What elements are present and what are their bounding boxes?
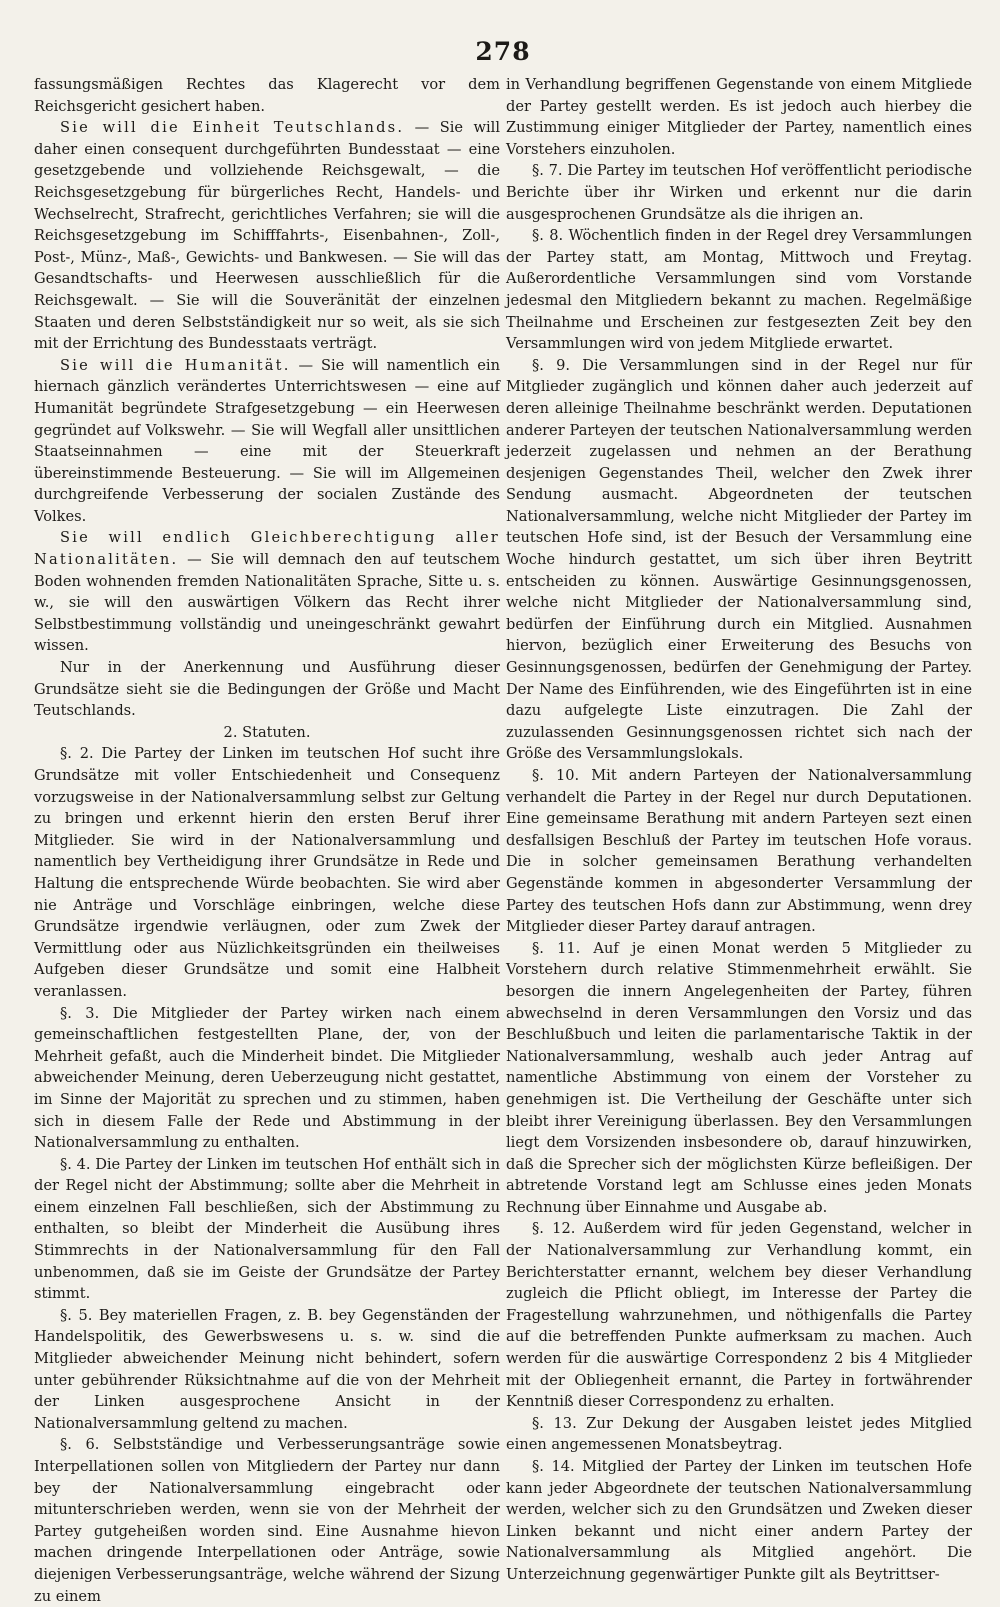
paragraph bbox=[34, 743, 500, 1002]
paragraph-text: §. 5. Bey materiellen Fragen, z. B. bey Gegenständen der Handelspolitik, des Gewerbswesens u. s. w. sind die Mitglieder abweichender Meinung nicht behindert, sofern unter gebührender Rüksichtnahme auf die von der Mehrheit der Linken ausgesprochene Ansicht in der Nationalversammlung geltend zu machen. bbox=[34, 1306, 500, 1432]
paragraph-text: §. 4. Die Partey der Linken im teutschen Hof enthält sich in der Regel nicht der Abstimmung; sollte aber die Mehrheit in einem einzelnen Fall beschließen, sich der Abstimmung zu enthalten, so bleibt der Minderheit die Ausübung ihres Stimmrechts in der Nationalversammlung für den Fall unbenommen, daß sie im Geiste der Grundsätze der Partey stimmt. bbox=[34, 1155, 500, 1303]
paragraph-text: §. 10. Mit andern Parteyen der Nationalversammlung verhandelt die Partey in der Regel nur durch Deputationen. Eine gemeinsame Berathung mit andern Parteyen sezt einen desfallsigen Beschluß der Partey im teutschen Hofe voraus. Die in solcher gemeinsamen Berathung verhandelten Gegenstände kommen in abgesonderter Versammlung der Partey des teutschen Hofs dann zur Abstimmung, wenn drey Mitglieder dieser Partey darauf antragen. bbox=[506, 767, 972, 936]
paragraph-text: §. 3. Die Mitglieder der Partey wirken nach einem gemeinschaftlichen festgestellten Plane, der, von der Mehrheit gefaßt, auch die Minderheit bindet. Die Mitglieder abweichender Meinung, deren Ueberzeugung nicht gestattet, im Sinne der Majorität zu sprechen und zu stimmen, haben sich in diesem Falle der Rede und Abstimmung in der Nationalversammlung zu enthalten. bbox=[34, 1004, 500, 1152]
paragraph bbox=[34, 355, 500, 528]
paragraph bbox=[506, 74, 972, 160]
paragraph-text: in Verhandlung begriffenen Gegenstande von einem Mitgliede der Partey gestellt werden. Es ist jedoch auch hierbey die Zustimmung einiger Mitglieder der Partey, namentlich eines Vorstehers einzuholen. bbox=[506, 76, 972, 158]
emphasized-lead: Sie will die Humanität. bbox=[60, 356, 291, 374]
paragraph bbox=[506, 765, 972, 938]
right-column bbox=[506, 74, 972, 1607]
paragraph bbox=[506, 1456, 972, 1586]
paragraph bbox=[506, 160, 972, 225]
paragraph-text: §. 14. Mitglied der Partey der Linken im teutschen Hofe kann jeder Abgeordnete der teutschen Nationalversammlung werden, welcher sich zu den Grundsätzen und Zweken dieser Linken bekannt und nicht einer andern Partey der Nationalversammlung als Mitglied angehört. Die Unterzeichnung gegenwärtiger Punkte gilt als Beytrittser- bbox=[506, 1458, 972, 1583]
text-columns bbox=[34, 74, 972, 1607]
paragraph-text: Nur in der Anerkennung und Ausführung dieser Grundsätze sieht sie die Bedingungen der Größe und Macht Teutschlands. bbox=[34, 659, 500, 720]
paragraph bbox=[34, 117, 500, 355]
paragraph-text: — Sie will daher einen consequent durchgeführten Bundesstaat — eine gesetzgebende und vollziehende Reichsgewalt, — die Reichsgesetzgebung für bürgerliches Recht, Handels- und Wechselrecht, Strafrecht, gerichtliches Verfahren; sie will die Reichsgesetzgebung im Schifffahrts-, Eisenbahnen-, Zoll-, Post-, Münz-, Maß-, Gewichts- und Bankwesen. — Sie will das Gesandtschafts- und Heerwesen ausschließlich für die Reichsgewalt. — Sie will die Souveränität der einzelnen Staaten und deren Selbstständigkeit nur so weit, als sie sich mit der Errichtung des Bundesstaats verträgt. bbox=[34, 119, 500, 353]
paragraph-text: — Sie will demnach den auf teutschem Boden wohnenden fremden Nationalitäten Sprache, Sitte u. s. w., sie will den auswärtigen Völkern das Recht ihrer Selbstbestimmung vollständig und uneingeschränkt gewahrt wissen. bbox=[34, 551, 500, 655]
paragraph-text: §. 11. Auf je einen Monat werden 5 Mitglieder zu Vorstehern durch relative Stimmenmehrheit erwählt. Sie besorgen die innern Angelegenheiten der Partey, führen abwechselnd in deren Versammlungen den Vorsiz und das Beschlußbuch und leiten die parlamentarische Taktik in der Nationalversammlung, weshalb auch jeder Antrag auf namentliche Abstimmung von einem der Vorsteher zu genehmigen ist. Die Vertheilung der Geschäfte unter sich bleibt ihrer Vereinigung überlassen. Bey den Versammlungen liegt dem Vorsizenden insbesondere ob, darauf hinzuwirken, daß die Sprecher sich der möglichsten Kürze befleißigen. Der abtretende Vorstand legt am Schlusse eines jeden Monats Rechnung über Einnahme und Ausgabe ab. bbox=[506, 939, 972, 1216]
left-column bbox=[34, 74, 500, 1607]
page-number: 278 bbox=[475, 37, 531, 66]
section-heading bbox=[34, 722, 500, 744]
paragraph bbox=[506, 1218, 972, 1412]
paragraph-text: §. 13. Zur Dekung der Ausgaben leistet jedes Mitglied einen angemessenen Monatsbeytrag. bbox=[506, 1414, 972, 1454]
paragraph bbox=[34, 657, 500, 722]
paragraph bbox=[34, 74, 500, 117]
paragraph bbox=[506, 225, 972, 355]
paragraph bbox=[34, 1003, 500, 1154]
paragraph-text: §. 2. Die Partey der Linken im teutschen Hof sucht ihre Grundsätze mit voller Entschiedenheit und Consequenz vorzugsweise in der Nationalversammlung selbst zur Geltung zu bringen und erkennt hierin den ersten Beruf ihrer Mitglieder. Sie wird in der Nationalversammlung und namentlich bey Vertheidigung ihrer Grundsätze in Rede und Haltung die entsprechende Würde beobachten. Sie wird aber nie Anträge und Vorschläge einbringen, welche diese Grundsätze irgendwie verläugnen, oder zum Zwek der Vermittlung oder aus Nüzlichkeitsgründen ein theilweises Aufgeben dieser Grundsätze und somit eine Halbheit veranlassen. bbox=[34, 745, 500, 1000]
paragraph-text: 2. Statuten. bbox=[223, 723, 311, 741]
paragraph bbox=[506, 938, 972, 1219]
paragraph bbox=[34, 1434, 500, 1607]
paragraph bbox=[34, 527, 500, 657]
paragraph-text: §. 8. Wöchentlich finden in der Regel drey Versammlungen der Partey statt, am Montag, Mittwoch und Freytag. Außerordentliche Versammlungen sind vom Vorstande jedesmal den Mitgliedern bekannt zu machen. Regelmäßige Theilnahme und Erscheinen zur festgesezten Zeit bey den Versammlungen wird von jedem Mitgliede erwartet. bbox=[506, 227, 972, 353]
paragraph-text: §. 7. Die Partey im teutschen Hof veröffentlicht periodische Berichte über ihr Wirken und erkennt nur die darin ausgesprochenen Grundsätze als die ihrigen an. bbox=[506, 162, 972, 223]
paragraph bbox=[34, 1305, 500, 1435]
emphasized-lead: Sie will endlich Gleichberechtigung aller Nationalitäten. bbox=[34, 529, 500, 569]
paragraph bbox=[506, 355, 972, 765]
paragraph-text: §. 6. Selbstständige und Verbesserungsanträge sowie Interpellationen sollen von Mitgliedern der Partey nur dann bey der Nationalversammlung eingebracht oder mitunterschrieben werden, wenn sie von der Mehrheit der Partey gutgeheißen worden sind. Eine Ausnahme hievon machen dringende Interpellationen oder Anträge, sowie diejenigen Verbesserungsanträge, welche während der Sizung zu einem bbox=[34, 1436, 500, 1605]
emphasized-lead: Sie will die Einheit Teutschlands. bbox=[60, 119, 405, 137]
paragraph-text: §. 9. Die Versammlungen sind in der Regel nur für Mitglieder zugänglich und können daher auch jederzeit auf deren alleinige Theilnahme beschränkt werden. Deputationen anderer Parteyen der teutschen Nationalversammlung werden jederzeit zugelassen und nehmen an der Berathung desjenigen Gegenstandes Theil, welcher den Zwek ihrer Sendung ausmacht. Abgeordneten der teutschen Nationalversammlung, welche nicht Mitglieder der Partey im teutschen Hofe sind, ist der Besuch der Versammlung eine Woche hindurch gestattet, um sich über ihren Beytritt entscheiden zu können. Auswärtige Gesinnungsgenossen, welche nicht Mitglieder der Nationalversammlung sind, bedürfen der Einführung durch ein Mitglied. Ausnahmen hiervon, bezüglich einer Erweiterung des Besuchs von Gesinnungsgenossen, bedürfen der Genehmigung der Partey. Der Name des Einführenden, wie des Eingeführten ist in eine dazu aufgelegte Liste einzutragen. Die Zahl der zuzulassenden Gesinnungsgenossen richtet sich nach der Größe des Versammlungslokals. bbox=[506, 356, 972, 763]
paragraph-text: §. 12. Außerdem wird für jeden Gegenstand, welcher in der Nationalversammlung zur Verhandlung kommt, ein Berichterstatter ernannt, welchem bey dieser Verhandlung zugleich die Pflicht obliegt, im Interesse der Partey die Fragestellung wahrzunehmen, und nöthigenfalls die Partey auf die betreffenden Punkte aufmerksam zu machen. Auch werden für die auswärtige Correspondenz 2 bis 4 Mitglieder mit der Obliegenheit ernannt, die Partey in fortwährender Kenntniß dieser Correspondenz zu erhalten. bbox=[506, 1220, 972, 1411]
paragraph bbox=[34, 1154, 500, 1305]
paragraph-text: — Sie will namentlich ein hiernach gänzlich verändertes Unterrichtswesen — eine auf Humanität begründete Strafgesetzgebung — ein Heerwesen gegründet auf Volkswehr. — Sie will Wegfall aller unsittlichen Staatseinnahmen — eine mit der Steuerkraft übereinstimmende Besteuerung. — Sie will im Allgemeinen durchgreifende Verbesserung der socialen Zustände des Volkes. bbox=[34, 356, 500, 525]
paragraph-text: fassungsmäßigen Rechtes das Klagerecht vor dem Reichsgericht gesichert haben. bbox=[34, 76, 500, 115]
paragraph bbox=[506, 1413, 972, 1456]
